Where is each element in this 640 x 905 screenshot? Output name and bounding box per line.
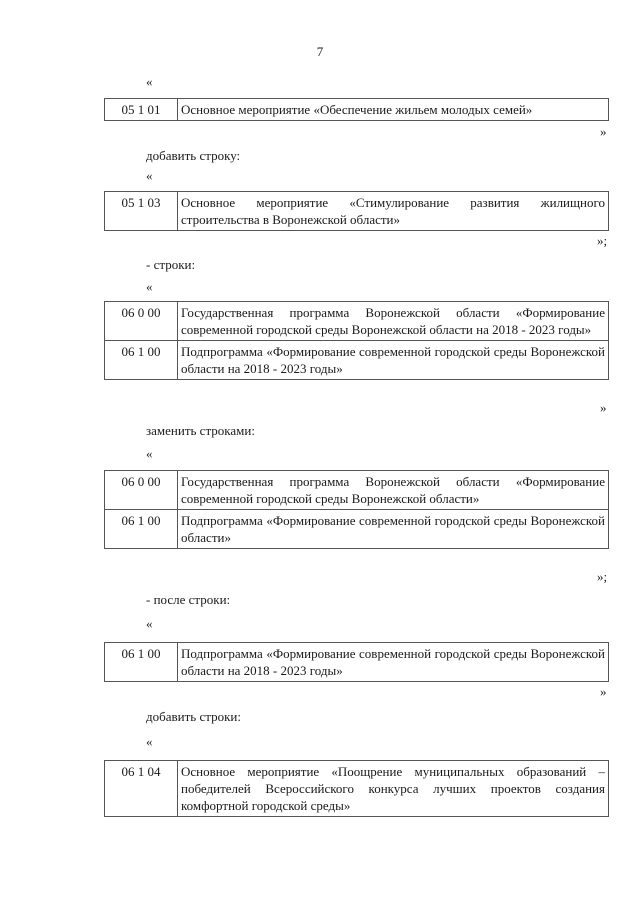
budget-code-cell: 06 1 04 <box>105 761 178 817</box>
opening-quote: « <box>146 168 153 183</box>
budget-code-cell: 05 1 01 <box>105 99 178 121</box>
budget-code-cell: 06 0 00 <box>105 302 178 341</box>
description-cell: Основное мероприятие «Обеспечение жильем молодых семей» <box>178 99 609 121</box>
table-row <box>105 643 609 682</box>
table-row <box>105 471 609 510</box>
description-cell: Основное мероприятие «Стимулирование развития жилищного строительства в Воронежской области» <box>178 192 609 231</box>
budget-code-cell: 06 1 00 <box>105 510 178 549</box>
table-row <box>105 99 609 121</box>
budget-table-block-6 <box>104 760 609 817</box>
description-cell: Подпрограмма «Формирование современной городской среды Воронежской области на 2018 - 2023 годы» <box>178 341 609 380</box>
table-row <box>105 510 609 549</box>
instruction-add-rows: добавить строки: <box>146 709 241 724</box>
instruction-after-row: - после строки: <box>146 592 231 607</box>
budget-table-block-5 <box>104 642 609 682</box>
instruction-add-row: добавить строку: <box>146 148 241 163</box>
instruction-rows: - строки: <box>146 257 196 272</box>
closing-quote: » <box>600 684 607 699</box>
opening-quote: « <box>146 446 153 461</box>
budget-table-block-2 <box>104 191 609 231</box>
budget-table-block-4 <box>104 470 609 549</box>
closing-quote: » <box>600 124 607 139</box>
budget-table-block-3 <box>104 301 609 380</box>
opening-quote: « <box>146 616 153 631</box>
description-cell: Основное мероприятие «Поощрение муниципальных образований – победителей Всероссийского конкурса лучших проектов создания комфортной городской среды» <box>178 761 609 817</box>
opening-quote: « <box>146 279 153 294</box>
closing-quote: »; <box>597 233 608 248</box>
description-cell: Подпрограмма «Формирование современной городской среды Воронежской области на 2018 - 2023 годы» <box>178 643 609 682</box>
budget-code-cell: 05 1 03 <box>105 192 178 231</box>
description-cell: Государственная программа Воронежской области «Формирование современной городской среды Воронежской области» <box>178 471 609 510</box>
budget-code-cell: 06 0 00 <box>105 471 178 510</box>
table-row <box>105 761 609 817</box>
instruction-replace-rows: заменить строками: <box>146 423 255 438</box>
table-row <box>105 341 609 380</box>
closing-quote: » <box>600 400 607 415</box>
budget-code-cell: 06 1 00 <box>105 341 178 380</box>
page-number: 7 <box>316 44 324 59</box>
table-row <box>105 192 609 231</box>
description-cell: Подпрограмма «Формирование современной городской среды Воронежской области» <box>178 510 609 549</box>
budget-table-block-1 <box>104 98 609 121</box>
closing-quote: »; <box>597 569 608 584</box>
opening-quote: « <box>146 74 153 89</box>
budget-code-cell: 06 1 00 <box>105 643 178 682</box>
opening-quote: « <box>146 734 153 749</box>
description-cell: Государственная программа Воронежской области «Формирование современной городской среды Воронежской области на 2018 - 2023 годы» <box>178 302 609 341</box>
table-row <box>105 302 609 341</box>
